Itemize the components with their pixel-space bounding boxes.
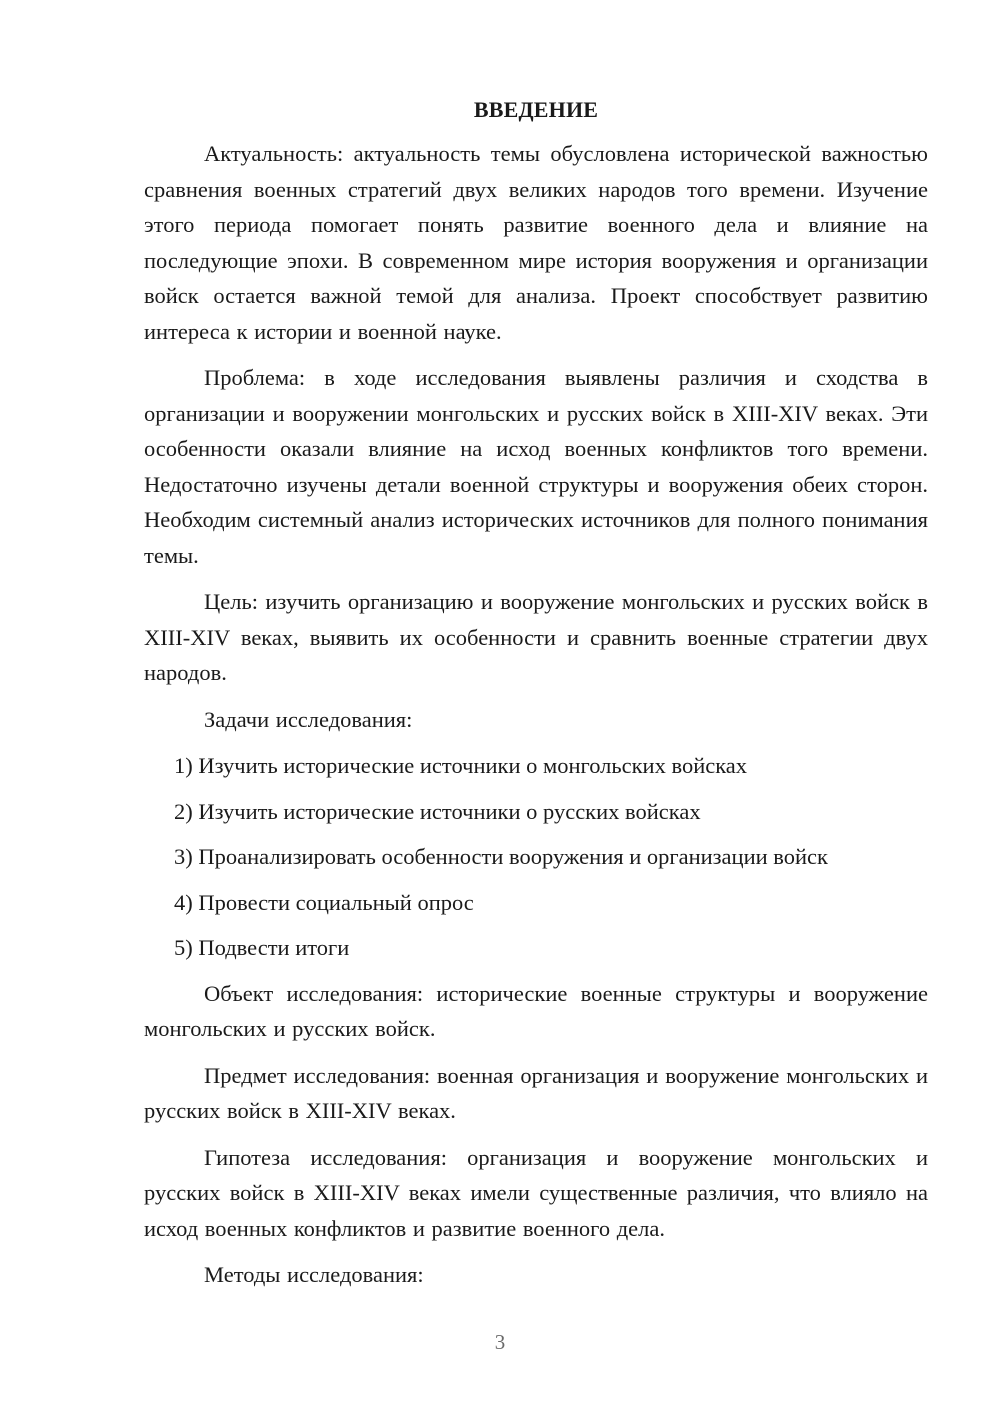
list-item: 1) Изучить исторические источники о монгольских войсках [174,753,748,778]
paragraph-goal: Цель: изучить организацию и вооружение монгольских и русских войск в XIII-XIV веках, выявить их особенности и сравнить военные стратегии двух народов. [144,589,928,685]
page-number: 3 [494,1330,506,1354]
document-page [144,90,928,1304]
paragraph-methods-heading: Методы исследования: [204,1262,424,1287]
list-item: 4) Провести социальный опрос [174,889,474,915]
tasks-list [144,748,928,966]
list-item: 3) Проанализировать особенности вооружения и организации войск [174,844,828,869]
paragraph-object: Объект исследования: исторические военные структуры и вооружение монгольских и русских войск. [144,980,928,1041]
paragraph-problem: Проблема: в ходе исследования выявлены различия и сходства в организации и вооружении монгольских и русских войск в XIII-XIV веках. Эти особенности оказали влияние на исход военных конфликтов того времени. Недостаточно изучены детали военной структуры и вооружения обеих сторон. Необходим системный анализ исторических источников для полного понимания темы. [144,365,928,568]
paragraph-hypothesis: Гипотеза исследования: организация и вооружение монгольских и русских войск в XIII-XIV веках имели существенные различия, что влияло на исход военных конфликтов и развитие военного дела. [144,1144,928,1241]
paragraph-relevance: Актуальность: актуальность темы обусловлена исторической важностью сравнения военных стратегий двух великих народов того времени. Изучение этого периода помогает понять развитие военного дела и влияние на последующие эпохи. В современном мире история вооружения и организации войск остается важной темой для анализа. Проект способствует развитию интереса к истории и военной науке. [144,141,928,344]
paragraph-tasks-heading: Задачи исследования: [204,706,413,732]
list-item: 2) Изучить исторические источники о русских войсках [174,798,701,824]
list-item: 5) Подвести итоги [174,935,350,960]
page-title: ВВЕДЕНИЕ [473,97,599,122]
paragraph-subject: Предмет исследования: военная организация и вооружение монгольских и русских войск в XIII-XIV веках. [144,1062,928,1123]
